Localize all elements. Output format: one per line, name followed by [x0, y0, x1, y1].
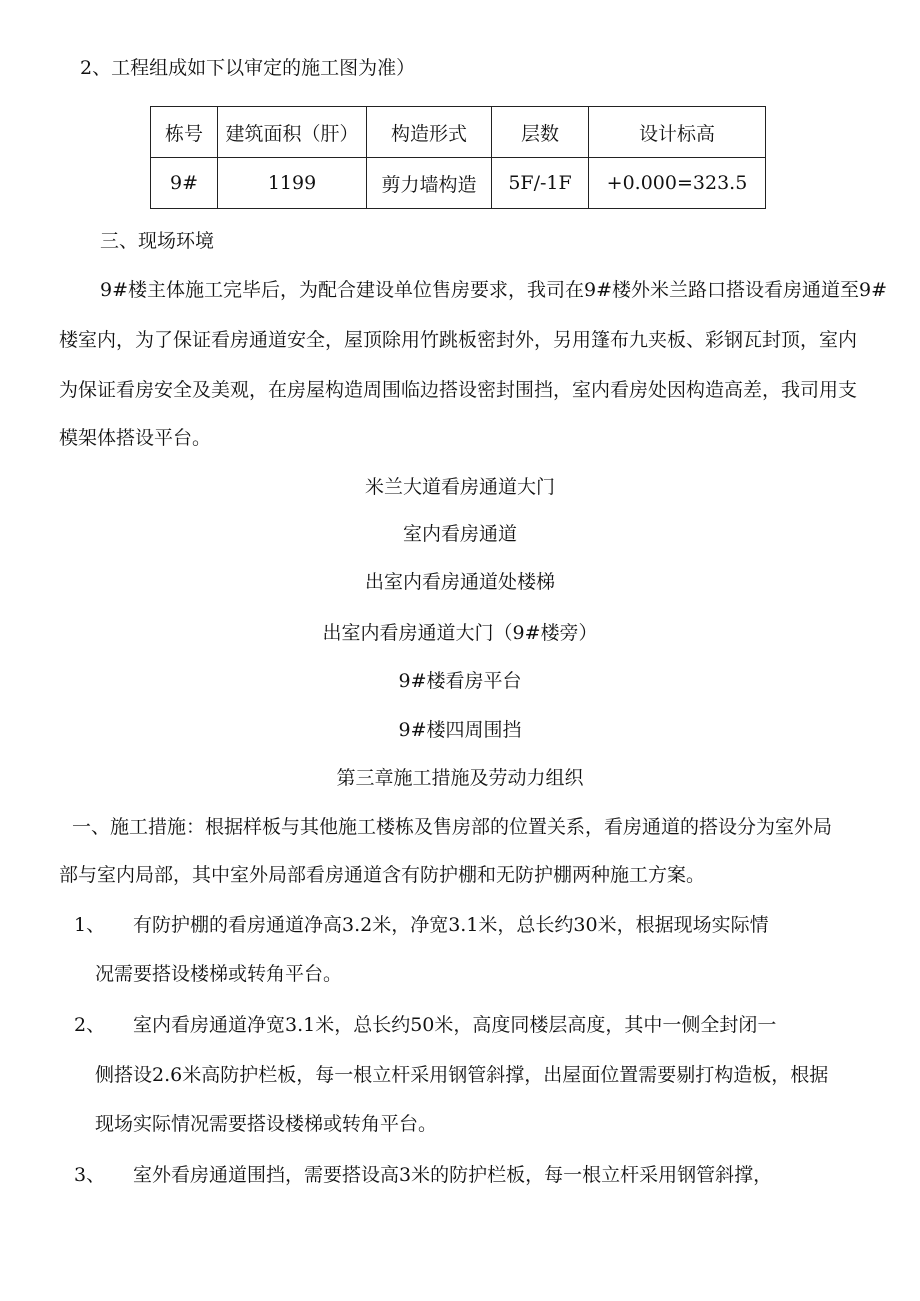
table-cell: 5F/-1F [492, 158, 589, 209]
figure-caption: 出室内看房通道大门（9#楼旁） [322, 622, 598, 644]
table-header-cell: 构造形式 [367, 107, 492, 158]
table-header-cell: 栋号 [151, 107, 218, 158]
project-spec-table [150, 106, 766, 209]
table-row [151, 158, 766, 209]
list-item-text: 侧搭设2.6米高防护栏板，每一根立杆采用钢管斜撑，出屋面位置需要剔打构造板，根据 [95, 1064, 829, 1086]
paragraph-line: 楼室内，为了保证看房通道安全，屋顶除用竹跳板密封外，另用篷布九夹板、彩钢瓦封顶，室内 [59, 329, 858, 351]
figure-caption: 出室内看房通道处楼梯 [364, 571, 555, 593]
paragraph-line: 为保证看房安全及美观，在房屋构造周围临边搭设密封围挡，室内看房处因构造高差，我司用支 [59, 379, 858, 401]
list-item-text: 室内看房通道净宽3.1米，总长约50米，高度同楼层高度，其中一侧全封闭一 [133, 1014, 777, 1036]
paragraph-line: 9#楼主体施工完毕后，为配合建设单位售房要求，我司在9#楼外米兰路口搭设看房通道至9# [100, 279, 888, 301]
table-cell: 剪力墙构造 [367, 158, 492, 209]
figure-caption: 室内看房通道 [402, 523, 517, 545]
table-header-cell: 设计标高 [589, 107, 766, 158]
table-header-cell: 层数 [492, 107, 589, 158]
list-item-number: 2、 [74, 1014, 106, 1036]
list-item-number: 3、 [74, 1164, 106, 1186]
section-heading: 三、现场环境 [100, 230, 215, 252]
table-cell: +0.000=323.5 [589, 158, 766, 209]
paragraph-line: 一、施工措施：根据样板与其他施工楼栋及售房部的位置关系，看房通道的搭设分为室外局 [72, 816, 833, 838]
section-heading: 2、工程组成如下以审定的施工图为准） [80, 57, 416, 79]
table-header-cell: 建筑面积（肝） [218, 107, 367, 158]
paragraph-line: 部与室内局部，其中室外局部看房通道含有防护棚和无防护棚两种施工方案。 [59, 864, 706, 886]
list-item-text: 况需要搭设楼梯或转角平台。 [95, 963, 343, 985]
paragraph-line: 模架体搭设平台。 [59, 427, 212, 449]
list-item-text: 有防护棚的看房通道净高3.2米，净宽3.1米，总长约30米，根据现场实际情 [133, 914, 769, 936]
list-item-text: 现场实际情况需要搭设楼梯或转角平台。 [95, 1113, 438, 1135]
figure-caption: 9#楼四周围挡 [398, 719, 522, 741]
figure-caption: 9#楼看房平台 [398, 670, 522, 692]
figure-caption: 米兰大道看房通道大门 [364, 476, 555, 498]
list-item-text: 室外看房通道围挡，需要搭设高3米的防护栏板，每一根立杆采用钢管斜撑， [133, 1164, 773, 1186]
list-item-number: 1、 [74, 914, 106, 936]
chapter-title: 第三章施工措施及劳动力组织 [336, 767, 584, 789]
table-cell: 1199 [218, 158, 367, 209]
table-cell: 9# [151, 158, 218, 209]
table-header-row [151, 107, 766, 158]
